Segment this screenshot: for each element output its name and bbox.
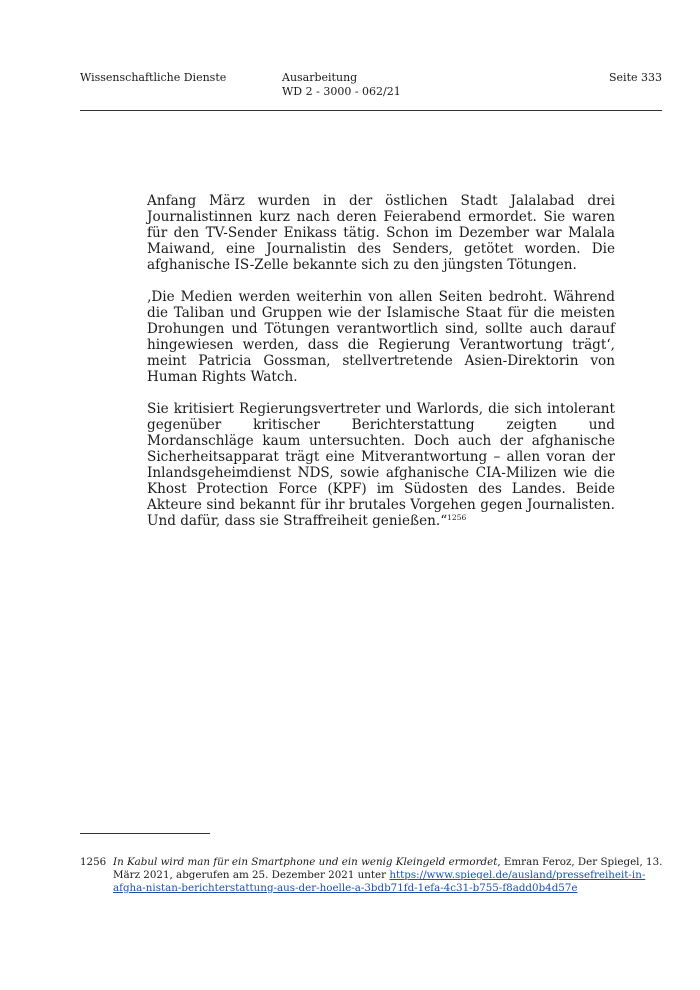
footnote-article-title: In Kabul wird man für ein Smartphone und ein wenig Kleingeld ermordet: [113, 856, 498, 868]
quoted-text-block: [147, 193, 615, 545]
institution-name: Wissenschaftliche Dienste: [80, 71, 227, 84]
paragraph: ‚Die Medien werden weiterhin von allen Seiten bedroht. Während die Taliban und Gruppen wie der Islamische Staat für die meisten Drohungen und Tötungen verantwortlich sind, sollte auch darauf hingewiesen werden, dass die Regierung Verantwortung trägt‘, meint Patricia Gossman, stellvertretende Asien-Direktorin von Human Rights Watch.: [147, 289, 615, 385]
footnote-reference[interactable]: 1256: [447, 513, 467, 522]
footnote-number: 1256: [80, 856, 107, 868]
document-info: [282, 71, 401, 99]
page-header: [80, 71, 662, 107]
paragraph: [147, 401, 615, 529]
page-number: Seite 333: [609, 71, 662, 84]
footnote-link[interactable]: https://www.spiegel.de/ausland/pressefreiheit-in-afgha-nistan-berichterstattung-aus-der-hoelle-a-3bdb71fd-1efa-4c31-b755-f8add0b4d57e: [113, 869, 646, 894]
paragraph: Anfang März wurden in der östlichen Stadt Jalalabad drei Journalistinnen kurz nach deren Feierabend ermordet. Sie waren für den TV-Sender Enikass tätig. Schon im Dezember war Malala Maiwand, eine Journalistin des Senders, getötet worden. Die afghanische IS-Zelle bekannte sich zu den jüngsten Tötungen.: [147, 193, 615, 273]
paragraph-text: Sie kritisiert Regierungsvertreter und Warlords, die sich intolerant gegenüber kritischer Berichterstattung zeigten und Mordanschläge kaum untersuchten. Doch auch der afghanische Sicherheitsapparat trägt eine Mitverantwortung – allen voran der Inlandsgeheimdienst NDS, sowie afghanische CIA-Milizen wie die Khost Protection Force (KPF) im Südosten des Landes. Beide Akteure sind bekannt für ihr brutales Vorgehen gegen Journalisten. Und dafür, dass sie Straffreiheit genießen.“: [147, 401, 615, 529]
header-divider: [80, 110, 662, 111]
footnote-text: [113, 856, 673, 895]
document-type: Ausarbeitung: [282, 71, 358, 84]
footnote-divider: [80, 833, 210, 834]
footnote-source: , Emran Feroz, Der Spiegel, 13. März 2021, abgerufen am 25. Dezember 2021 unter: [113, 856, 663, 881]
document-number: WD 2 - 3000 - 062/21: [282, 85, 401, 98]
